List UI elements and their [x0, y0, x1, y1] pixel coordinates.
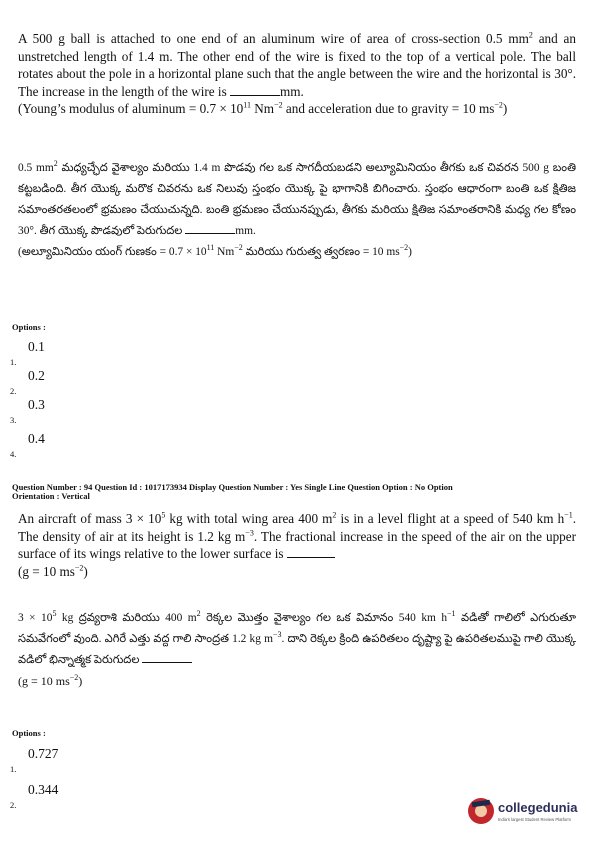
options-label: Options : [12, 728, 46, 738]
option-2[interactable]: 0.2 2. [10, 368, 45, 396]
answer-blank [185, 223, 235, 234]
question-meta: Question Number : 94 Question Id : 1017173934 Display Question Number : Yes Single Line Question Option : No Option Orientation : Vertical [12, 482, 453, 501]
collegedunia-logo: collegedunia India's largest Student Review Platform [468, 794, 586, 830]
option-2[interactable]: 0.344 2. [10, 782, 59, 810]
answer-blank [230, 85, 280, 96]
q93-constants: (Young’s modulus of aluminum = $0.7 \times 10^{11}$ $Nm^{-2}$ and acceleration due to gravity = 10 $ms^{-2}$) [18, 100, 508, 116]
options-label: Options : [12, 322, 46, 332]
option-1[interactable]: 0.727 1. [10, 746, 59, 774]
q94-english-text: An aircraft of mass $3 \times 10^5$ kg with total wing area 400 $m^2$ is in a level flight at a speed of 540 km $h^{-1}$. The density of air at its height is 1.2 kg $m^{-3}$. The fractional increase in the speed of the air on the upper surface of its wings relative to the lower surface is (g = 10 $ms^{-2}$) [18, 510, 577, 579]
q93-telugu-text: 0.5 $mm^2$ మధ్యచ్ఛేద వైశాల్యం మరియు 1.4 m పొడవు గల ఒక సాగదీయబడని అల్యూమినియం తీగకు ఒక చివరన 500 g బంతి కట్టబడింది. తీగ యొక్క మరొక చివరను ఒక నిలువు స్తంభం యొక్క పై భాగానికి బిగించారు. స్తంభం ఆధారంగా బంతి ఒక క్షితిజ సమాంతరతలంలో భ్రమణం చేయుచున్నది. బంతి భ్రమణం చేయునప్పుడు, తీగకు మరియు క్షితిజ సమాంతరానికి మధ్య గల కోణం 30°. తీగ యొక్క పొడవులో పెరుగుదల mm. (అల్యూమినియం యంగ్ గుణకం = $0.7 \times 10^{11}$ $Nm^{-2}$ మరియు గురుత్వ త్వరణం = 10 $ms^{-2}$) [18, 159, 576, 258]
answer-blank [142, 652, 192, 663]
answer-blank [287, 547, 335, 558]
q94-telugu-text: $3 \times 10^5$ kg ద్రవ్యరాశి మరియు 400 $m^2$ రెక్కల మొత్తం వైశాల్యం గల ఒక విమానం 540 km $h^{-1}$ వడితో గాలిలో ఎగురుతూ సమవేగంలో వుంది. ఎగిరే ఎత్తు వద్ద గాలి సాంద్రత 1.2 kg $m^{-3}$. దాని రెక్కల క్రింది ఉపరితలం దృష్ట్యా పై ఉపరితలముపై గాలి యొక్క వడిలో భిన్నాత్మక పెరుగుదల (g = 10 $ms^{-2}$) [18, 609, 576, 688]
mascot-icon [468, 798, 494, 824]
option-3[interactable]: 0.3 3. [10, 397, 45, 425]
option-1[interactable]: 0.1 1. [10, 339, 45, 367]
option-4[interactable]: 0.4 4. [10, 431, 45, 459]
q93-telugu-constants: (అల్యూమినియం యంగ్ గుణకం = $0.7 \times 10^{11}$ $Nm^{-2}$ మరియు గురుత్వ త్వరణం = 10 $ms^{-2}$) [18, 243, 412, 258]
q93-english-text: A 500 g ball is attached to one end of an aluminum wire of area of cross-section 0.5 $mm^2$ and an unstretched length of 1.4 m. The other end of the wire is fixed to the top of a vertical pole. The ball rotates about the pole in a horizontal plane such that the angle between the wire and the horizontal is 30°. The increase in the length of the wire is mm. (Young’s modulus of aluminum = $0.7 \times 10^{11}$ $Nm^{-2}$ and acceleration due to gravity = 10 $ms^{-2}$) [18, 30, 576, 116]
